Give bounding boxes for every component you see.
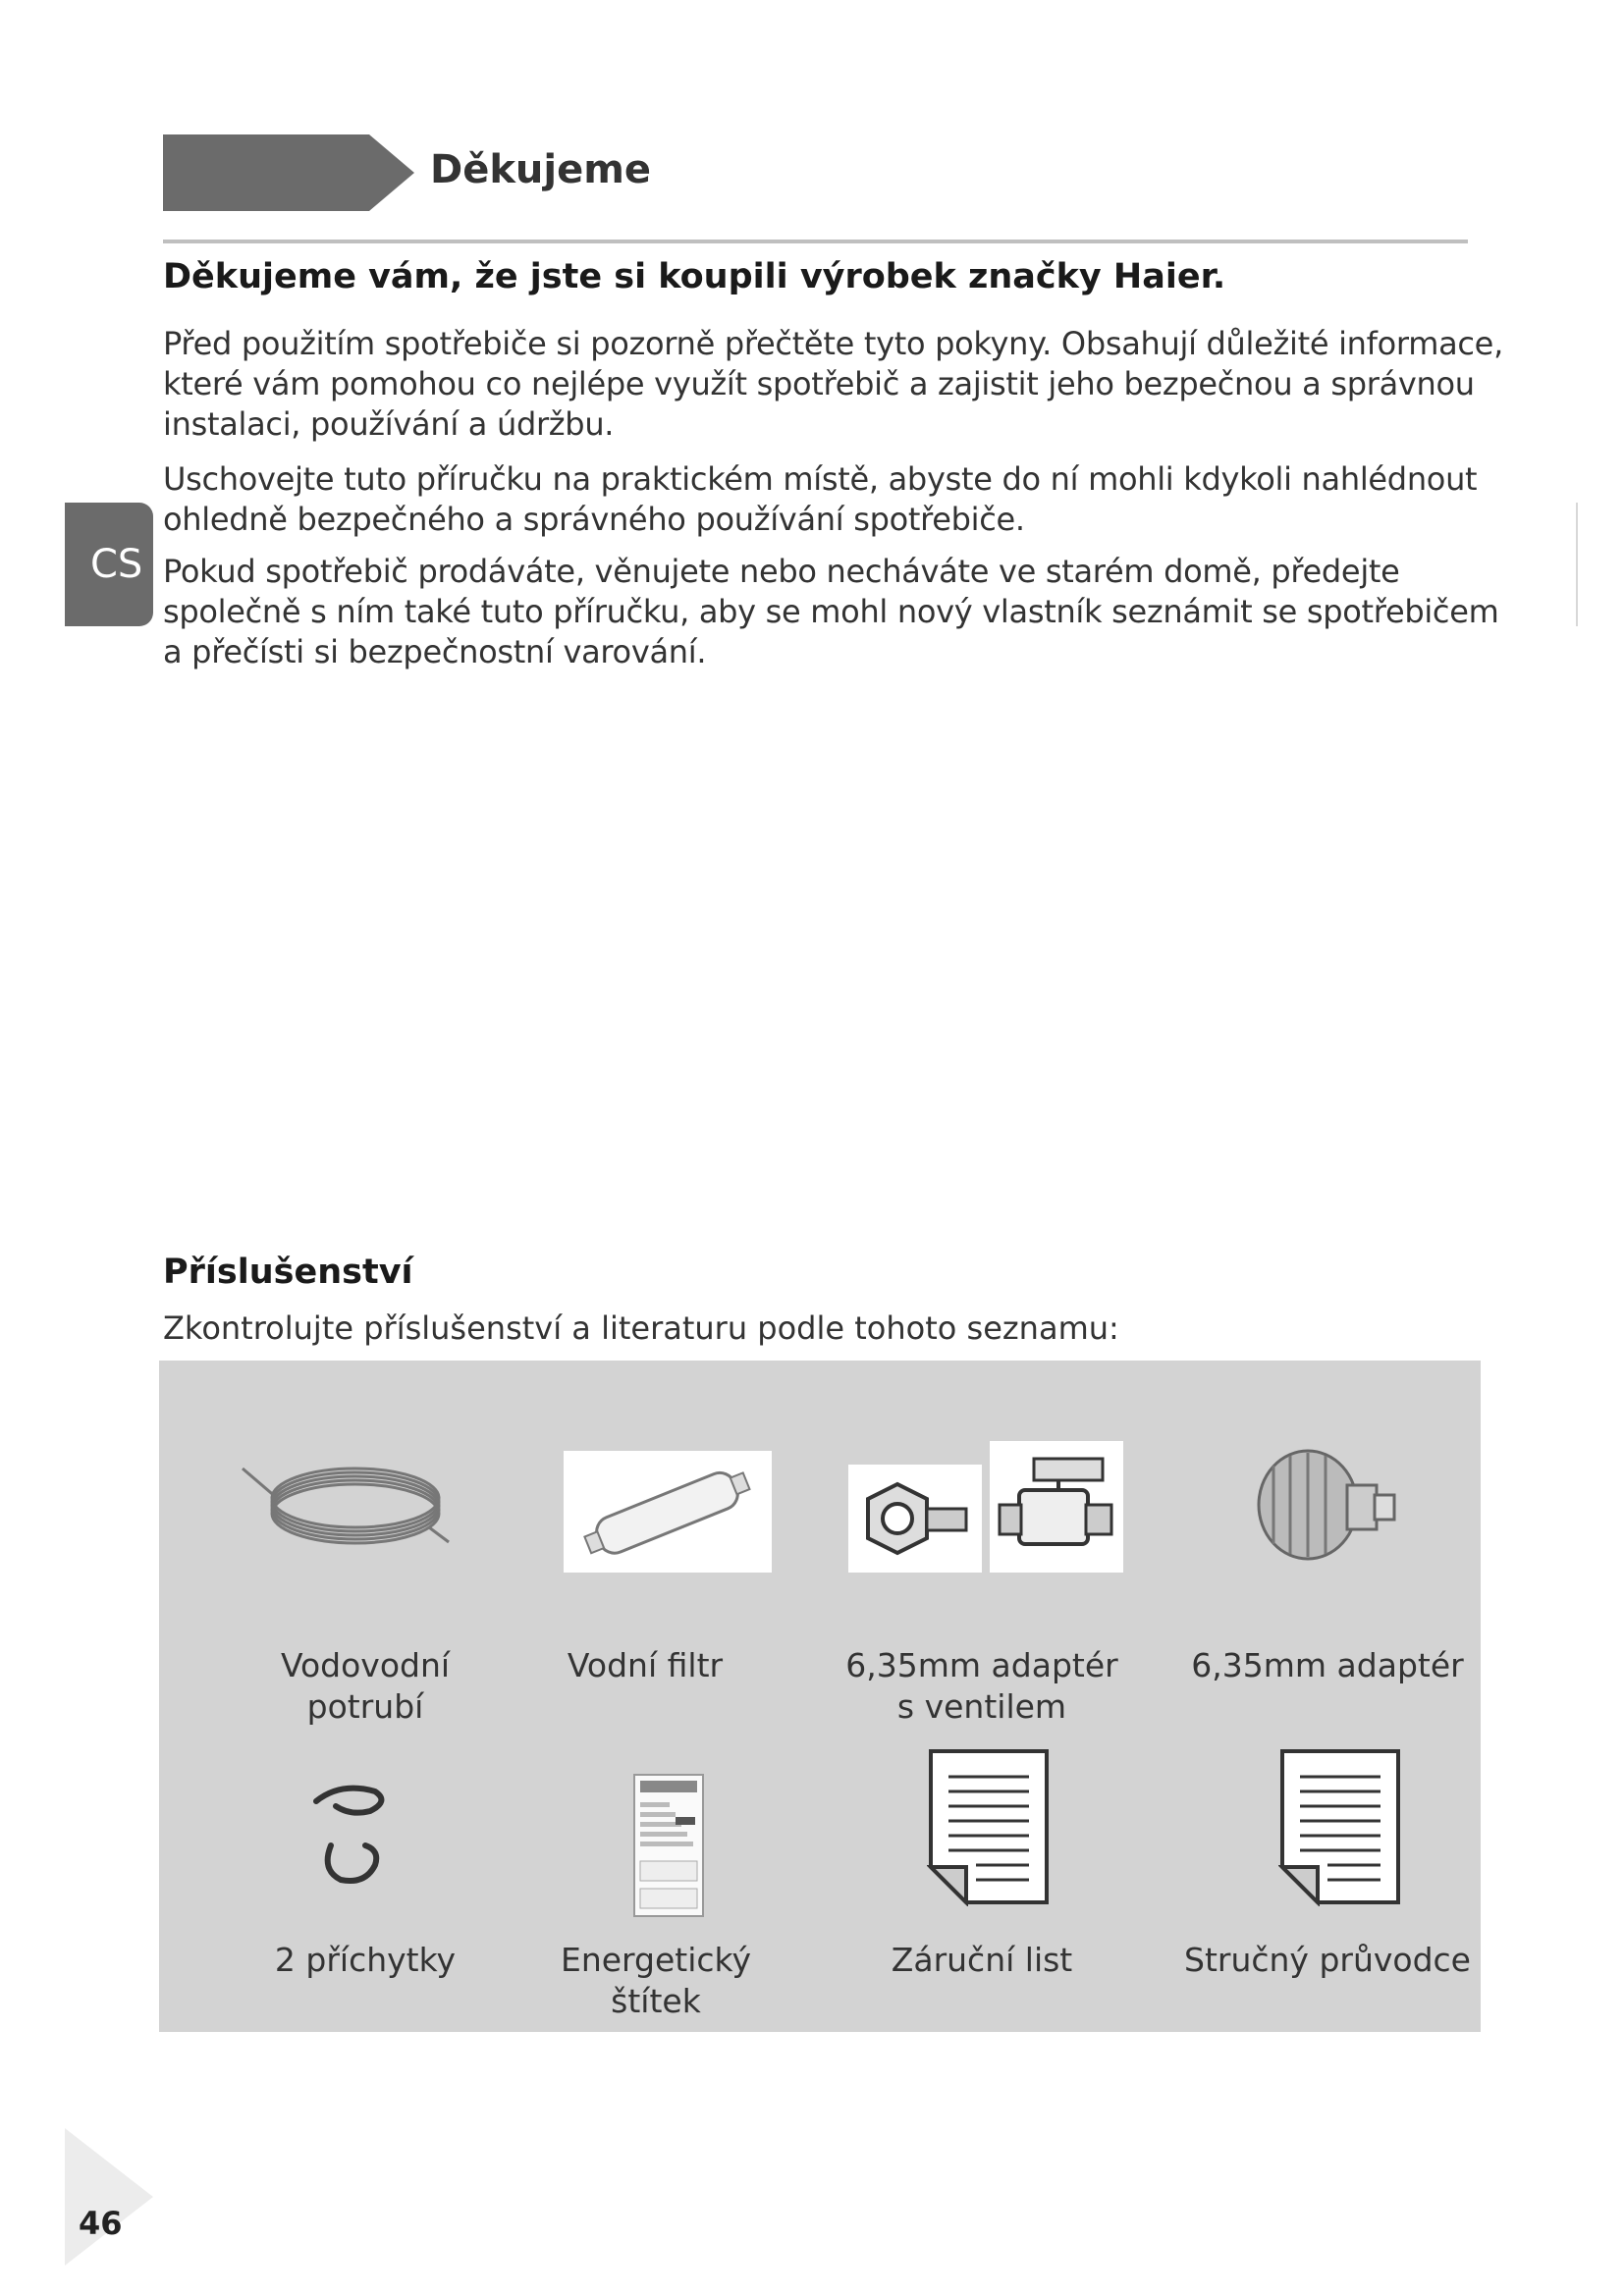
accessories-title: Příslušenství <box>163 1253 413 1292</box>
accessories-subtitle: Zkontrolujte příslušenství a literaturu podle tohoto seznamu: <box>163 1309 1119 1347</box>
page-number-tab <box>65 2128 153 2266</box>
accessory-item <box>835 1940 1129 1981</box>
accessory-item <box>1180 1940 1475 1981</box>
energy-label-icon <box>632 1773 705 1918</box>
accessory-item <box>218 1645 513 1728</box>
accessory-label: 6,35mm adaptér <box>1191 1646 1464 1684</box>
accessory-item <box>509 1940 803 2022</box>
warranty-document-icon <box>927 1747 1051 1906</box>
margin-line <box>1576 503 1578 626</box>
adapter-icon <box>1249 1441 1406 1573</box>
header-divider <box>163 240 1468 243</box>
adapter-with-valve-icon <box>990 1441 1123 1573</box>
accessory-label: Energetický štítek <box>560 1941 752 2020</box>
water-filter-icon <box>564 1451 772 1573</box>
intro-paragraph-1: Před použitím spotřebiče si pozorně přečtěte tyto pokyny. Obsahují důležité informace, které vám pomohou co nejlépe využít spotřebič a zajistit jeho bezpečnou a správnou instalaci, používání a údržbu. <box>163 325 1503 443</box>
page-number: 46 <box>79 2205 123 2242</box>
accessory-label: Vodovodní potrubí <box>280 1646 451 1726</box>
accessories-panel <box>159 1361 1481 2032</box>
accessory-label: Záruční list <box>891 1941 1073 1979</box>
language-tab-label: CS <box>90 542 143 587</box>
accessory-item <box>218 1940 513 1981</box>
quick-guide-document-icon <box>1278 1747 1402 1906</box>
intro-paragraph-3: Pokud spotřebič prodáváte, věnujete nebo necháváte ve starém domě, předejte společně s ním také tuto příručku, aby se mohl nový vlastník seznámit se spotřebičem a přečísti si bezpečnostní varování. <box>163 553 1499 670</box>
accessory-item <box>1180 1645 1475 1686</box>
section-header-arrow <box>163 134 414 211</box>
water-pipe-coil-icon <box>238 1439 454 1557</box>
accessory-label: Vodní filtr <box>567 1646 724 1684</box>
intro-paragraph-2: Uschovejte tuto příručku na praktickém místě, abyste do ní mohli kdykoli nahlédnout ohledně bezpečného a správného používání spotřebiče. <box>163 460 1478 538</box>
adapter-icon-hex <box>848 1465 982 1573</box>
accessory-label: Stručný průvodce <box>1184 1941 1471 1979</box>
accessory-label: 2 příchytky <box>274 1941 457 1979</box>
section-title: Děkujeme <box>430 147 652 192</box>
intro-heading: Děkujeme vám, že jste si koupili výrobek značky Haier. <box>163 257 1226 296</box>
accessory-item <box>835 1645 1129 1728</box>
accessory-item <box>498 1645 792 1686</box>
clips-icon <box>301 1777 400 1895</box>
accessory-label: 6,35mm adaptér s ventilem <box>845 1646 1118 1726</box>
